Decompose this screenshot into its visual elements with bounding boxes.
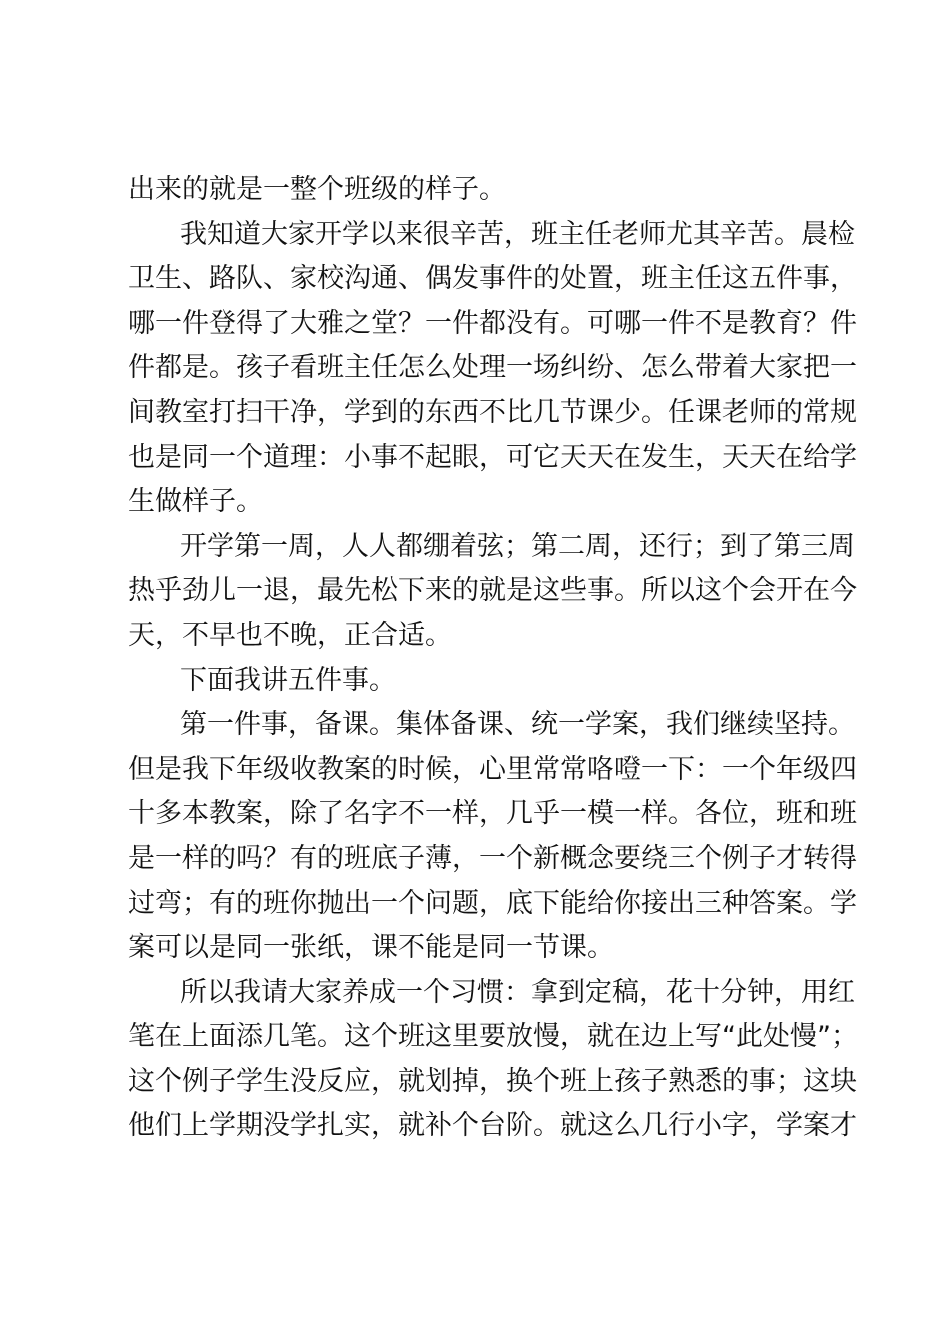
text-line: 间教室打扫干净，学到的东西不比几节课少。任课老师的常规 — [128, 396, 857, 428]
text-line: 哪一件登得了大雅之堂？一件都没有。可哪一件不是教育？件 — [128, 307, 857, 339]
text-line: 十多本教案，除了名字不一样，几乎一模一样。各位，班和班 — [128, 798, 857, 830]
text-line: 案可以是同一张纸，课不能是同一节课。 — [128, 932, 614, 964]
text-line: 下面我讲五件事。 — [180, 664, 396, 696]
text-line: 这个例子学生没反应，就划掉，换个班上孩子熟悉的事；这块 — [128, 1065, 857, 1097]
text-line: 第一件事，备课。集体备课、统一学案，我们继续坚持。 — [180, 709, 855, 741]
text-line: 也是同一个道理：小事不起眼，可它天天在发生，天天在给学 — [128, 441, 857, 473]
text-line: 笔在上面添几笔。这个班这里要放慢，就在边上写“此处慢”； — [128, 1021, 858, 1053]
text-line: 过弯；有的班你抛出一个问题，底下能给你接出三种答案。学 — [128, 887, 857, 919]
document-body — [128, 168, 858, 1149]
text-line: 卫生、路队、家校沟通、偶发事件的处置，班主任这五件事， — [128, 263, 857, 295]
text-line: 他们上学期没学扎实，就补个台阶。就这么几行小字，学案才 — [128, 1110, 857, 1142]
text-line: 所以我请大家养成一个习惯：拿到定稿，花十分钟，用红 — [180, 976, 855, 1008]
paragraph-6 — [128, 971, 858, 1149]
paragraph-2 — [128, 213, 857, 525]
paragraph-3 — [128, 525, 857, 659]
text-line: 我知道大家开学以来很辛苦，班主任老师尤其辛苦。晨检 — [180, 218, 855, 250]
text-line: 出来的就是一整个班级的样子。 — [128, 174, 506, 205]
text-line: 生做样子。 — [128, 486, 263, 518]
paragraph-5 — [128, 703, 857, 971]
text-line: 是一样的吗？有的班底子薄，一个新概念要绕三个例子才转得 — [128, 842, 857, 874]
text-line: 件都是。孩子看班主任怎么处理一场纠纷、怎么带着大家把一 — [128, 352, 857, 384]
text-line: 但是我下年级收教案的时候，心里常常咯噔一下：一个年级四 — [128, 753, 857, 785]
paragraph-1 — [128, 168, 833, 213]
text-line: 热乎劲儿一退，最先松下来的就是这些事。所以这个会开在今 — [128, 575, 857, 607]
paragraph-4 — [128, 659, 833, 704]
text-line: 开学第一周，人人都绷着弦；第二周，还行；到了第三周 — [180, 530, 855, 562]
text-line: 天，不早也不晚，正合适。 — [128, 619, 452, 651]
